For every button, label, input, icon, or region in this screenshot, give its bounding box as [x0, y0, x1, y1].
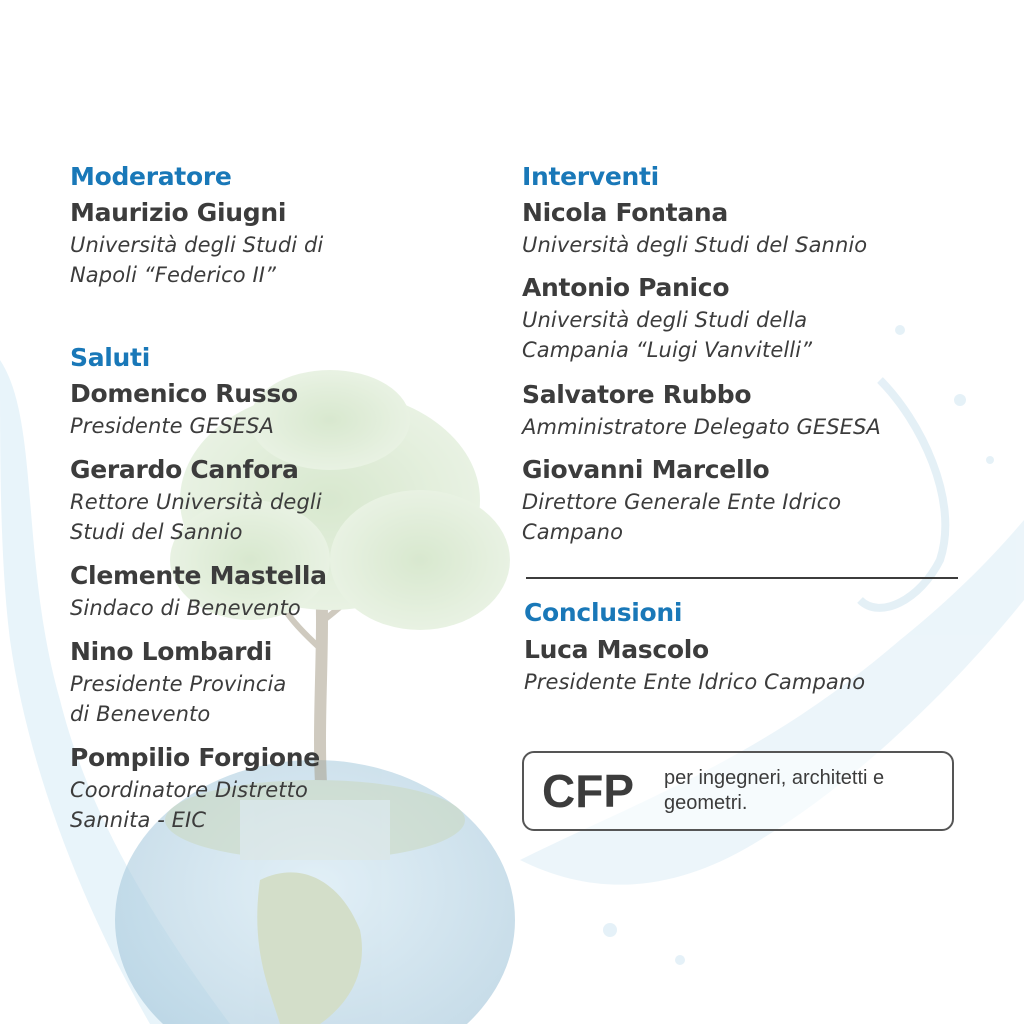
- person-name: Gerardo Canfora: [70, 455, 299, 484]
- person-role: Sindaco di Benevento: [70, 596, 301, 620]
- person-name: Nino Lombardi: [70, 637, 272, 666]
- person-name: Maurizio Giugni: [70, 198, 287, 227]
- person-name: Antonio Panico: [522, 273, 730, 302]
- section-title-interventi: Interventi: [522, 162, 659, 191]
- person-role: Presidente GESESA: [70, 414, 274, 438]
- cfp-label: CFP: [542, 765, 634, 817]
- cfp-description: per ingegneri, architetti e geometri.: [664, 767, 885, 814]
- person-name: Giovanni Marcello: [522, 455, 770, 484]
- person-role: Rettore Università degli Studi del Sannio: [70, 490, 322, 544]
- person-name: Domenico Russo: [70, 379, 298, 408]
- person-name: Pompilio Forgione: [70, 743, 320, 772]
- person-name: Luca Mascolo: [524, 635, 709, 664]
- person-name: Clemente Mastella: [70, 561, 327, 590]
- person-role: Coordinatore Distretto Sannita - EIC: [70, 778, 308, 832]
- person-role: Direttore Generale Ente Idrico Campano: [522, 490, 842, 544]
- section-title-saluti: Saluti: [70, 343, 150, 372]
- person-name: Salvatore Rubbo: [522, 380, 752, 409]
- person-role: Amministratore Delegato GESESA: [522, 415, 881, 439]
- person-role: Università degli Studi di Napoli “Federico II”: [70, 233, 324, 287]
- section-title-conclusioni: Conclusioni: [524, 598, 683, 627]
- person-role: Università degli Studi del Sannio: [522, 233, 868, 257]
- person-role: Presidente Provincia di Benevento: [70, 672, 287, 726]
- person-role: Università degli Studi della Campania “Luigi Vanvitelli”: [522, 308, 813, 362]
- person-name: Nicola Fontana: [522, 198, 728, 227]
- cfp-badge: [522, 751, 954, 831]
- person-role: Presidente Ente Idrico Campano: [524, 670, 866, 694]
- section-divider: [526, 577, 958, 579]
- section-title-moderatore: Moderatore: [70, 162, 232, 191]
